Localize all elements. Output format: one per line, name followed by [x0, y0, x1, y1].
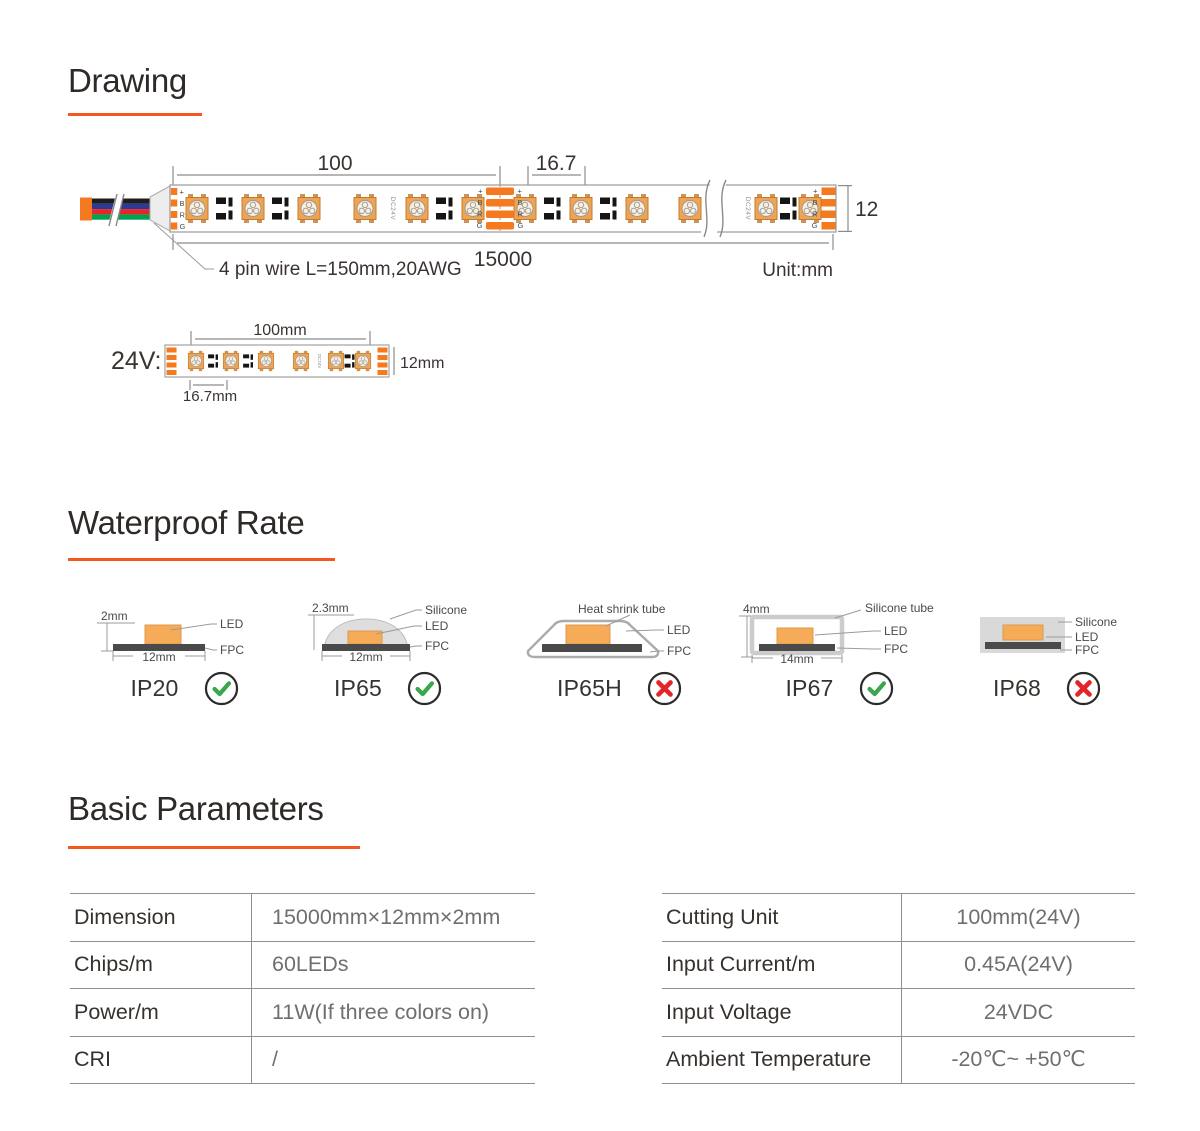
- svg-text:Heat shrink tube: Heat shrink tube: [578, 602, 666, 616]
- svg-text:2.3mm: 2.3mm: [312, 601, 349, 615]
- dimension-12: [838, 185, 878, 232]
- led-block: [566, 625, 610, 644]
- svg-text:B: B: [477, 198, 483, 207]
- svg-text:R: R: [517, 209, 523, 219]
- param-value: -20℃~ +50℃: [951, 1047, 1086, 1072]
- svg-text:G: G: [517, 221, 524, 230]
- param-label: Cutting Unit: [662, 894, 902, 941]
- check-icon: [858, 670, 895, 707]
- svg-text:LED: LED: [220, 617, 244, 631]
- check-icon: [203, 670, 240, 707]
- svg-text:+: +: [179, 187, 184, 197]
- svg-text:12mm: 12mm: [142, 650, 176, 664]
- param-value: 11W(If three colors on): [272, 999, 490, 1024]
- drawing-section-title: Drawing: [68, 62, 187, 99]
- strip-technical-drawing: [0, 140, 1200, 430]
- svg-text:16.7: 16.7: [535, 152, 577, 175]
- param-value: /: [272, 1047, 278, 1072]
- svg-text:B: B: [179, 199, 185, 208]
- param-value: 24VDC: [983, 999, 1054, 1024]
- ip65-cross-section: [296, 600, 481, 664]
- table-row: [70, 989, 535, 1037]
- fpc-block: [759, 644, 835, 651]
- param-value: 60LEDs: [272, 952, 349, 977]
- param-label: Chips/m: [70, 942, 252, 989]
- svg-text:B: B: [517, 198, 523, 207]
- waterproof-item-ip65: [296, 600, 481, 707]
- svg-text:LED: LED: [884, 624, 908, 638]
- svg-text:G: G: [179, 222, 186, 231]
- wire-strain-relief: [150, 186, 170, 231]
- svg-text:FPC: FPC: [667, 644, 691, 658]
- dimension-16-7mm: 16.7mm: [182, 388, 238, 405]
- svg-text:LED: LED: [1075, 630, 1099, 644]
- fpc-block: [985, 642, 1061, 649]
- param-value: 100mm(24V): [956, 904, 1081, 929]
- table-row: [662, 989, 1135, 1037]
- svg-text:G: G: [476, 221, 483, 230]
- check-icon: [406, 670, 443, 707]
- svg-text:12: 12: [855, 198, 879, 221]
- svg-text:+: +: [517, 186, 522, 196]
- strip-24v-label: 24V:: [111, 347, 162, 375]
- cross-icon: [1065, 670, 1102, 707]
- table-row: [70, 894, 535, 942]
- four-pin-wire: [80, 186, 170, 231]
- param-label: Dimension: [70, 894, 252, 941]
- waterproof-title-underline: [68, 558, 335, 561]
- strip-24v-drawing: [111, 322, 444, 405]
- wire-connector-tip: [80, 198, 92, 221]
- param-label: Input Current/m: [662, 942, 902, 989]
- table-row: [662, 1037, 1135, 1085]
- ip-rating-label: IP65H: [557, 675, 622, 701]
- waterproof-item-ip20: [95, 600, 275, 707]
- svg-text:4mm: 4mm: [743, 602, 770, 616]
- svg-text:FPC: FPC: [220, 643, 244, 657]
- ip65h-cross-section: [520, 600, 720, 664]
- ip67-cross-section: [735, 600, 945, 664]
- basic-parameters-table-right: [662, 893, 1135, 1084]
- ip20-cross-section: [95, 600, 275, 664]
- cross-icon: [646, 670, 683, 707]
- svg-text:DC24V: DC24V: [317, 353, 322, 369]
- svg-text:Silicone: Silicone: [425, 603, 468, 617]
- dc24v-marking: DC24V: [389, 196, 396, 221]
- table-row: [662, 942, 1135, 990]
- svg-text:Silicone: Silicone: [1075, 615, 1118, 629]
- waterproof-item-ip68: [960, 600, 1135, 707]
- drawing-title-underline: [68, 113, 202, 116]
- led-block: [777, 628, 813, 644]
- waterproof-section-title: Waterproof Rate: [68, 504, 305, 541]
- svg-text:FPC: FPC: [884, 642, 908, 656]
- ip-rating-label: IP65: [333, 675, 383, 701]
- svg-text:FPC: FPC: [425, 639, 449, 653]
- table-row: [70, 942, 535, 990]
- svg-text:15000: 15000: [473, 248, 533, 271]
- waterproof-item-ip65h: [520, 600, 720, 707]
- svg-text:B: B: [812, 198, 818, 207]
- dc24v-marking: DC24V: [744, 196, 751, 221]
- svg-text:LED: LED: [667, 623, 691, 637]
- svg-text:R: R: [812, 209, 818, 219]
- svg-text:+: +: [478, 186, 483, 196]
- waterproof-item-ip67: [735, 600, 945, 707]
- ip-rating-label: IP67: [785, 675, 834, 701]
- param-value: 15000mm×12mm×2mm: [272, 904, 501, 929]
- svg-text:+: +: [813, 186, 818, 196]
- led-block: [1003, 625, 1043, 640]
- svg-text:R: R: [477, 209, 483, 219]
- ip-rating-label: IP20: [130, 675, 179, 701]
- parameters-title-underline: [68, 846, 360, 849]
- dimension-12mm: 12mm: [400, 355, 445, 372]
- param-label: Input Voltage: [662, 989, 902, 1036]
- param-label: Ambient Temperature: [662, 1037, 902, 1084]
- param-label: Power/m: [70, 989, 252, 1036]
- param-label: CRI: [70, 1037, 252, 1084]
- led-block: [145, 625, 181, 644]
- svg-text:Silicone tube: Silicone tube: [865, 601, 934, 615]
- unit-label: Unit:mm: [762, 260, 833, 281]
- svg-text:FPC: FPC: [1075, 643, 1099, 657]
- svg-text:14mm: 14mm: [780, 652, 814, 664]
- svg-text:2mm: 2mm: [101, 609, 128, 623]
- parameters-section-title: Basic Parameters: [68, 790, 324, 827]
- led-block: [348, 631, 382, 644]
- wire-callout-label: 4 pin wire L=150mm,20AWG: [219, 259, 462, 280]
- ip-rating-label: IP68: [992, 675, 1042, 701]
- ip68-cross-section: [960, 600, 1135, 664]
- svg-text:12mm: 12mm: [349, 650, 383, 664]
- svg-text:LED: LED: [425, 619, 449, 633]
- dimension-100: [173, 152, 500, 185]
- dimension-100mm: 100mm: [253, 322, 307, 339]
- table-row: [662, 894, 1135, 942]
- fpc-block: [542, 644, 642, 652]
- svg-text:100: 100: [317, 152, 353, 175]
- table-row: [70, 1037, 535, 1085]
- param-value: 0.45A(24V): [964, 952, 1073, 977]
- svg-text:R: R: [179, 210, 185, 220]
- svg-text:G: G: [811, 221, 818, 230]
- dimension-16-7: [528, 152, 585, 185]
- basic-parameters-table-left: [70, 893, 535, 1084]
